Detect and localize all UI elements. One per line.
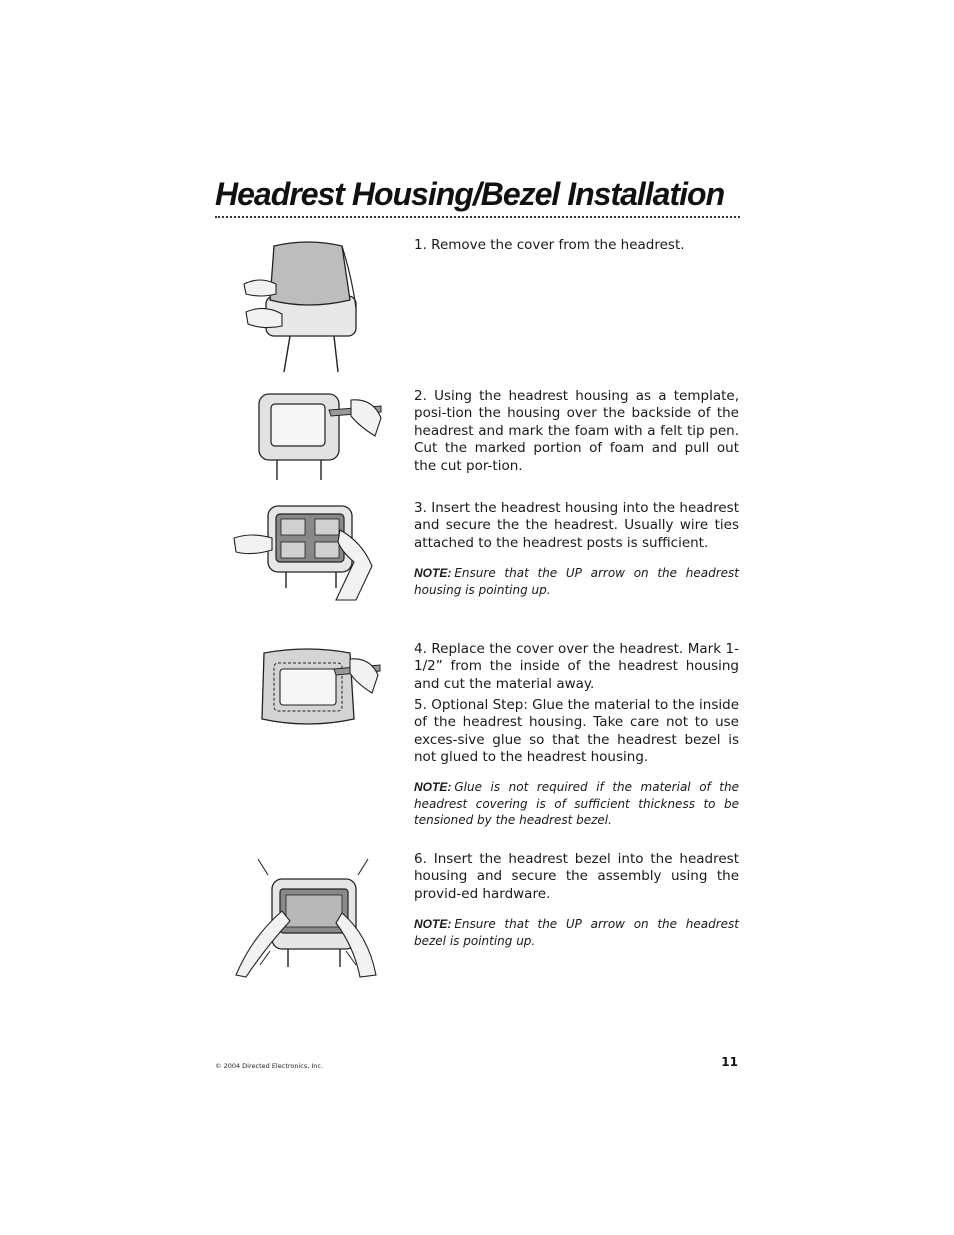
title-divider (215, 216, 740, 218)
headrest-cover-marking-illustration (258, 645, 383, 731)
step-4-text: 4. Replace the cover over the headrest. Mark 1-1/2” from the inside of the headrest housing and cut the material away. (414, 641, 739, 692)
step-2-text: 2. Using the headrest housing as a template, posi-tion the housing over the backside of the headrest and mark the foam with a felt tip pen. Cut the marked portion of foam and pull out the cut por-tion. (414, 388, 739, 474)
step-3-text: 3. Insert the headrest housing into the headrest and secure the the headrest. Usually wire ties attached to the headrest posts is sufficient. (414, 500, 739, 551)
page-title: Headrest Housing/Bezel Installation (215, 176, 725, 212)
headrest-housing-insertion-illustration (232, 502, 377, 602)
step-5-text: 5. Optional Step: Glue the material to the inside of the headrest housing. Take care not to use exces-sive glue so that the headrest bezel is not glued to the headrest housing. (414, 697, 739, 766)
step-6-note (414, 916, 739, 949)
step-1-text: 1. Remove the cover from the headrest. (414, 237, 685, 253)
note-text: Glue is not required if the material of the headrest covering is of sufficient thickness to be tensioned by the headrest bezel. (414, 780, 739, 828)
headrest-bezel-insertion-illustration (232, 855, 380, 979)
step-3-note (414, 565, 739, 598)
note-text: Ensure that the UP arrow on the headrest housing is pointing up. (414, 566, 739, 597)
page-number: 11 (721, 1055, 738, 1069)
copyright-footer: © 2004 Directed Electronics, Inc. (215, 1062, 324, 1070)
step-5-note (414, 779, 739, 829)
note-label: NOTE: (414, 566, 452, 580)
note-label: NOTE: (414, 917, 452, 931)
headrest-foam-marking-illustration (255, 390, 385, 482)
note-label: NOTE: (414, 780, 452, 794)
step-6-text: 6. Insert the headrest bezel into the headrest housing and secure the assembly using the provid-ed hardware. (414, 851, 739, 902)
note-text: Ensure that the UP arrow on the headrest bezel is pointing up. (414, 917, 739, 948)
headrest-cover-removal-illustration (238, 238, 368, 376)
